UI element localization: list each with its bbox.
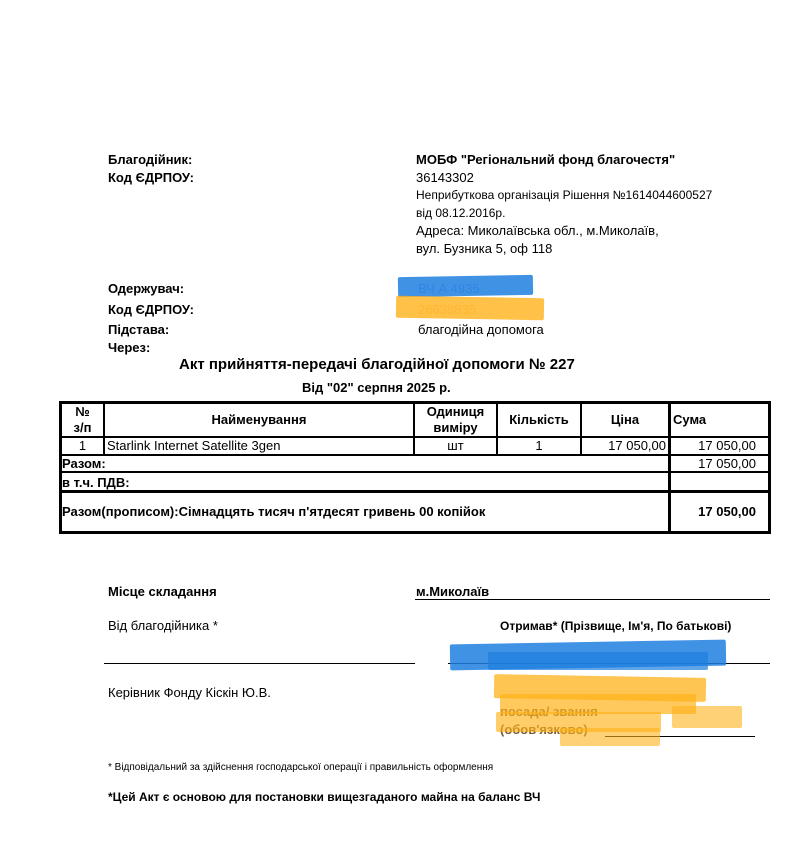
table-divider xyxy=(59,490,771,493)
from-donor-label: Від благодійника * xyxy=(108,618,218,633)
head-name: Керівник Фонду Кіскін Ю.В. xyxy=(108,685,271,700)
place-value: м.Миколаїв xyxy=(416,584,490,599)
table-divider xyxy=(59,471,771,473)
redaction-mark xyxy=(398,275,533,297)
footnote-responsible: * Відповідальний за здійснення господарської операції і правильність оформлення xyxy=(108,762,494,773)
document-title: Акт прийняття-передачі благодійної допомоги № 227 xyxy=(179,356,575,373)
total-value: 17 050,00 xyxy=(698,456,756,471)
row-num: 1 xyxy=(78,438,87,453)
donor-registration: Неприбуткова організація Рішення №1614044600527 xyxy=(416,188,713,202)
header-qty: Кількість xyxy=(509,412,569,427)
redaction-mark xyxy=(488,652,708,670)
total-label: Разом: xyxy=(62,456,106,471)
place-label: Місце складання xyxy=(108,584,217,599)
header-num xyxy=(62,404,103,436)
donor-registration-date: від 08.12.2016р. xyxy=(416,206,506,220)
header-unit-line2: виміру xyxy=(433,420,478,435)
basis-value: благодійна допомога xyxy=(418,322,544,337)
total-in-words-value: 17 050,00 xyxy=(698,504,756,519)
table-divider xyxy=(103,401,105,455)
total-in-words: Разом(прописом):Сімнадцять тисяч п'ятдесят гривень 00 копійок xyxy=(62,504,486,519)
donor-address-2: вул. Бузника 5, оф 118 xyxy=(416,241,553,256)
header-num-line1: № xyxy=(75,404,90,419)
header-unit-line1: Одиниця xyxy=(426,404,485,419)
vat-label: в т.ч. ПДВ: xyxy=(62,475,130,490)
header-num-line2: з/п xyxy=(73,420,92,435)
table-divider xyxy=(59,454,771,456)
donor-label: Благодійник: xyxy=(108,152,193,167)
redaction-mark xyxy=(560,728,660,746)
row-sum: 17 050,00 xyxy=(698,438,756,453)
donor-code-label: Код ЄДРПОУ: xyxy=(108,170,194,185)
place-underline xyxy=(415,599,770,600)
row-price: 17 050,00 xyxy=(608,438,666,453)
donor-code: 36143302 xyxy=(416,170,474,185)
donor-name: МОБФ "Регіональний фонд благочестя" xyxy=(416,152,676,167)
donor-address-1: Адреса: Миколаївська обл., м.Миколаїв, xyxy=(416,223,659,238)
redaction-mark xyxy=(672,706,742,728)
footnote-balance: *Цей Акт є основою для постановки вищезгаданого майна на баланс ВЧ xyxy=(108,790,541,804)
redaction-mark xyxy=(500,694,696,714)
recipient-code-label: Код ЄДРПОУ: xyxy=(108,302,194,317)
header-price: Ціна xyxy=(610,412,640,427)
redaction-mark xyxy=(396,296,544,321)
header-sum: Сума xyxy=(673,412,707,427)
received-label: Отримав* (Прізвище, Ім'я, По батькові) xyxy=(500,619,732,633)
row-qty: 1 xyxy=(535,438,543,453)
table-divider xyxy=(668,401,671,534)
row-unit: шт xyxy=(447,438,464,453)
recipient-label: Одержувач: xyxy=(108,281,185,296)
document-date: Від "02" серпня 2025 р. xyxy=(302,380,451,395)
header-unit xyxy=(415,404,496,436)
donor-signature-line xyxy=(104,663,415,664)
row-name: Starlink Internet Satellite 3gen xyxy=(107,438,281,453)
via-label: Через: xyxy=(108,340,151,355)
basis-label: Підстава: xyxy=(108,322,170,337)
header-name: Найменування xyxy=(211,412,307,427)
